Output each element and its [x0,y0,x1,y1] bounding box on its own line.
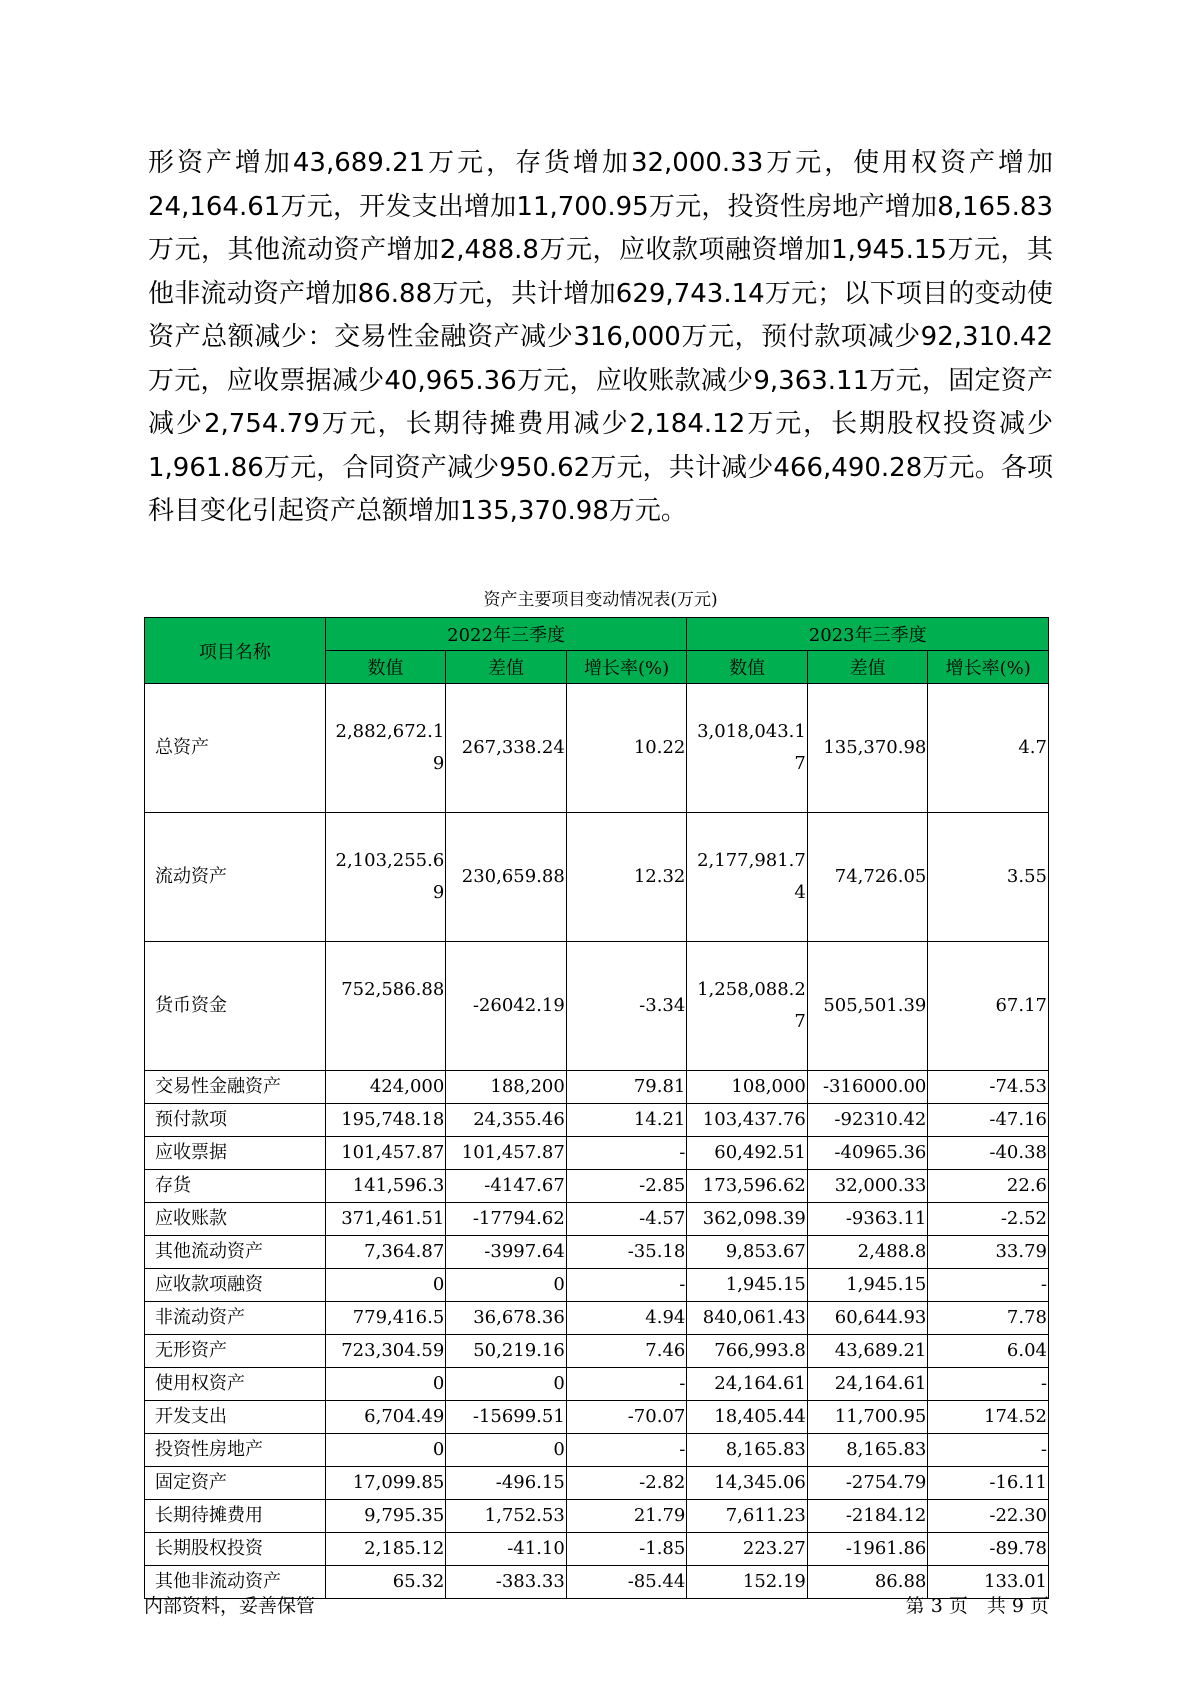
item-name-cell: 其他流动资产 [145,1236,326,1269]
table-row [145,942,1049,1071]
item-name-cell: 应收账款 [145,1203,326,1236]
diff-2023-cell: 74,726.05 [807,813,928,942]
value-2022-cell: 6,704.49 [325,1401,446,1434]
rate-2023-cell: - [928,1434,1049,1467]
value-2023-cell: 7,611.23 [687,1500,808,1533]
rate-2022-cell: -35.18 [566,1236,687,1269]
item-name-cell: 固定资产 [145,1467,326,1500]
rate-2022-cell: 12.32 [566,813,687,942]
item-name-cell: 预付款项 [145,1104,326,1137]
table-row [145,1368,1049,1401]
diff-2023-cell: -2184.12 [807,1500,928,1533]
diff-2023-cell: 2,488.8 [807,1236,928,1269]
value-2022-cell: 195,748.18 [325,1104,446,1137]
rate-2023-cell: 67.17 [928,942,1049,1071]
rate-2022-cell: -2.85 [566,1170,687,1203]
value-2023-cell: 1,258,088.27 [687,942,808,1071]
value-2022-cell: 424,000 [325,1071,446,1104]
rate-2022-cell: - [566,1368,687,1401]
table-row [145,1071,1049,1104]
footer-page-number: 第 3 页 共 9 页 [905,1595,1049,1617]
footer-confidential-note: 内部资料，妥善保管 [144,1595,316,1617]
value-2023-cell: 103,437.76 [687,1104,808,1137]
value-2022-cell: 0 [325,1368,446,1401]
value-2023-cell: 223.27 [687,1533,808,1566]
diff-2023-cell: -40965.36 [807,1137,928,1170]
item-name-cell: 长期待摊费用 [145,1500,326,1533]
rate-2022-cell: -1.85 [566,1533,687,1566]
table-row [145,1236,1049,1269]
diff-2023-cell: 11,700.95 [807,1401,928,1434]
diff-2022-cell: -3997.64 [446,1236,567,1269]
value-2023-cell: 9,853.67 [687,1236,808,1269]
value-2022-cell: 2,882,672.19 [325,684,446,813]
rate-2022-cell: -70.07 [566,1401,687,1434]
rate-2023-cell: - [928,1368,1049,1401]
table-row [145,1500,1049,1533]
diff-2022-cell: -26042.19 [446,942,567,1071]
rate-2023-cell: -22.30 [928,1500,1049,1533]
table-row [145,684,1049,813]
value-2022-cell: 2,185.12 [325,1533,446,1566]
table-row [145,1203,1049,1236]
rate-2023-cell: -2.52 [928,1203,1049,1236]
value-2022-cell: 371,461.51 [325,1203,446,1236]
diff-2022-cell: 36,678.36 [446,1302,567,1335]
rate-2022-cell: -85.44 [566,1566,687,1599]
rate-2022-cell: 10.22 [566,684,687,813]
rate-2022-cell: -4.57 [566,1203,687,1236]
diff-2023-cell: 60,644.93 [807,1302,928,1335]
asset-change-table [144,617,1049,1599]
value-2023-cell: 60,492.51 [687,1137,808,1170]
item-name-cell: 总资产 [145,684,326,813]
rate-2022-cell: 21.79 [566,1500,687,1533]
rate-2023-cell: - [928,1269,1049,1302]
diff-2023-cell: -1961.86 [807,1533,928,1566]
diff-2022-cell: 0 [446,1434,567,1467]
diff-2023-cell: -2754.79 [807,1467,928,1500]
item-name-cell: 流动资产 [145,813,326,942]
diff-2023-cell: -92310.42 [807,1104,928,1137]
rate-2022-cell: 79.81 [566,1071,687,1104]
diff-2023-cell: 43,689.21 [807,1335,928,1368]
header-period-2023: 2023年三季度 [687,618,1049,651]
rate-2023-cell: 6.04 [928,1335,1049,1368]
diff-2022-cell: -496.15 [446,1467,567,1500]
table-row [145,1401,1049,1434]
table-row [145,813,1049,942]
header-rate-2022: 增长率(%) [566,651,687,684]
item-name-cell: 非流动资产 [145,1302,326,1335]
item-name-cell: 长期股权投资 [145,1533,326,1566]
table-row [145,1137,1049,1170]
item-name-cell: 应收款项融资 [145,1269,326,1302]
rate-2022-cell: - [566,1137,687,1170]
item-name-cell: 使用权资产 [145,1368,326,1401]
rate-2022-cell: - [566,1434,687,1467]
item-name-cell: 其他非流动资产 [145,1566,326,1599]
value-2022-cell: 2,103,255.69 [325,813,446,942]
diff-2022-cell: -41.10 [446,1533,567,1566]
rate-2023-cell: -74.53 [928,1071,1049,1104]
value-2022-cell: 101,457.87 [325,1137,446,1170]
value-2023-cell: 1,945.15 [687,1269,808,1302]
rate-2022-cell: - [566,1269,687,1302]
rate-2022-cell: 7.46 [566,1335,687,1368]
value-2023-cell: 840,061.43 [687,1302,808,1335]
table-row [145,1533,1049,1566]
diff-2022-cell: 267,338.24 [446,684,567,813]
item-name-cell: 存货 [145,1170,326,1203]
item-name-cell: 交易性金融资产 [145,1071,326,1104]
value-2022-cell: 17,099.85 [325,1467,446,1500]
value-2023-cell: 108,000 [687,1071,808,1104]
item-name-cell: 无形资产 [145,1335,326,1368]
value-2023-cell: 24,164.61 [687,1368,808,1401]
rate-2023-cell: -40.38 [928,1137,1049,1170]
table-row [145,1170,1049,1203]
value-2022-cell: 779,416.5 [325,1302,446,1335]
value-2023-cell: 362,098.39 [687,1203,808,1236]
table-row [145,1467,1049,1500]
header-diff-2022: 差值 [446,651,567,684]
value-2023-cell: 2,177,981.74 [687,813,808,942]
rate-2022-cell: 14.21 [566,1104,687,1137]
table-row [145,1434,1049,1467]
diff-2022-cell: -383.33 [446,1566,567,1599]
body-paragraph [148,142,1053,534]
rate-2023-cell: 4.7 [928,684,1049,813]
value-2022-cell: 7,364.87 [325,1236,446,1269]
diff-2022-cell: 101,457.87 [446,1137,567,1170]
value-2022-cell: 723,304.59 [325,1335,446,1368]
item-name-cell: 货币资金 [145,942,326,1071]
diff-2023-cell: 505,501.39 [807,942,928,1071]
diff-2023-cell: 24,164.61 [807,1368,928,1401]
table-row [145,1269,1049,1302]
diff-2023-cell: 86.88 [807,1566,928,1599]
diff-2023-cell: 1,945.15 [807,1269,928,1302]
value-2023-cell: 18,405.44 [687,1401,808,1434]
item-name-cell: 开发支出 [145,1401,326,1434]
table-row [145,1104,1049,1137]
rate-2022-cell: 4.94 [566,1302,687,1335]
value-2022-cell: 65.32 [325,1566,446,1599]
rate-2023-cell: -47.16 [928,1104,1049,1137]
rate-2023-cell: 7.78 [928,1302,1049,1335]
header-period-2022: 2022年三季度 [325,618,687,651]
rate-2022-cell: -3.34 [566,942,687,1071]
rate-2023-cell: 133.01 [928,1566,1049,1599]
header-diff-2023: 差值 [807,651,928,684]
value-2023-cell: 152.19 [687,1566,808,1599]
value-2022-cell: 752,586.88 [325,942,446,1071]
diff-2023-cell: -316000.00 [807,1071,928,1104]
diff-2022-cell: 0 [446,1368,567,1401]
value-2022-cell: 9,795.35 [325,1500,446,1533]
diff-2022-cell: -4147.67 [446,1170,567,1203]
diff-2022-cell: -17794.62 [446,1203,567,1236]
rate-2023-cell: -16.11 [928,1467,1049,1500]
header-value-2022: 数值 [325,651,446,684]
rate-2023-cell: 33.79 [928,1236,1049,1269]
diff-2023-cell: 32,000.33 [807,1170,928,1203]
value-2022-cell: 141,596.3 [325,1170,446,1203]
rate-2022-cell: -2.82 [566,1467,687,1500]
value-2022-cell: 0 [325,1269,446,1302]
diff-2022-cell: 24,355.46 [446,1104,567,1137]
rate-2023-cell: 22.6 [928,1170,1049,1203]
rate-2023-cell: -89.78 [928,1533,1049,1566]
table-body [145,684,1049,1599]
diff-2022-cell: -15699.51 [446,1401,567,1434]
header-rate-2023: 增长率(%) [928,651,1049,684]
rate-2023-cell: 174.52 [928,1401,1049,1434]
diff-2022-cell: 230,659.88 [446,813,567,942]
item-name-cell: 应收票据 [145,1137,326,1170]
diff-2023-cell: 135,370.98 [807,684,928,813]
diff-2023-cell: 8,165.83 [807,1434,928,1467]
diff-2022-cell: 50,219.16 [446,1335,567,1368]
diff-2022-cell: 188,200 [446,1071,567,1104]
diff-2022-cell: 0 [446,1269,567,1302]
value-2023-cell: 766,993.8 [687,1335,808,1368]
paragraph-text: 形资产增加43,689.21万元，存货增加32,000.33万元，使用权资产增加24,164.61万元，开发支出增加11,700.95万元，投资性房地产增加8,165.83万元，其他流动资产增加2,488.8万元，应收款项融资增加1,945.15万元，其他非流动资产增加86.88万元，共计增加629,743.14万元；以下项目的变动使资产总额减少：交易性金融资产减少316,000万元，预付款项减少92,310.42万元，应收票据减少40,965.36万元，应收账款减少9,363.11万元，固定资产减少2,754.79万元，长期待摊费用减少2,184.12万元，长期股权投资减少1,961.86万元，合同资产减少950.62万元，共计减少466,490.28万元。各项科目变化引起资产总额增加135,370.98万元。 [148,148,1053,526]
diff-2022-cell: 1,752.53 [446,1500,567,1533]
header-item-name: 项目名称 [145,618,326,684]
header-value-2023: 数值 [687,651,808,684]
table-caption: 资产主要项目变动情况表(万元) [483,590,718,610]
value-2023-cell: 14,345.06 [687,1467,808,1500]
value-2023-cell: 8,165.83 [687,1434,808,1467]
value-2022-cell: 0 [325,1434,446,1467]
value-2023-cell: 3,018,043.17 [687,684,808,813]
table-row [145,1335,1049,1368]
rate-2023-cell: 3.55 [928,813,1049,942]
diff-2023-cell: -9363.11 [807,1203,928,1236]
value-2023-cell: 173,596.62 [687,1170,808,1203]
table-row [145,1302,1049,1335]
item-name-cell: 投资性房地产 [145,1434,326,1467]
